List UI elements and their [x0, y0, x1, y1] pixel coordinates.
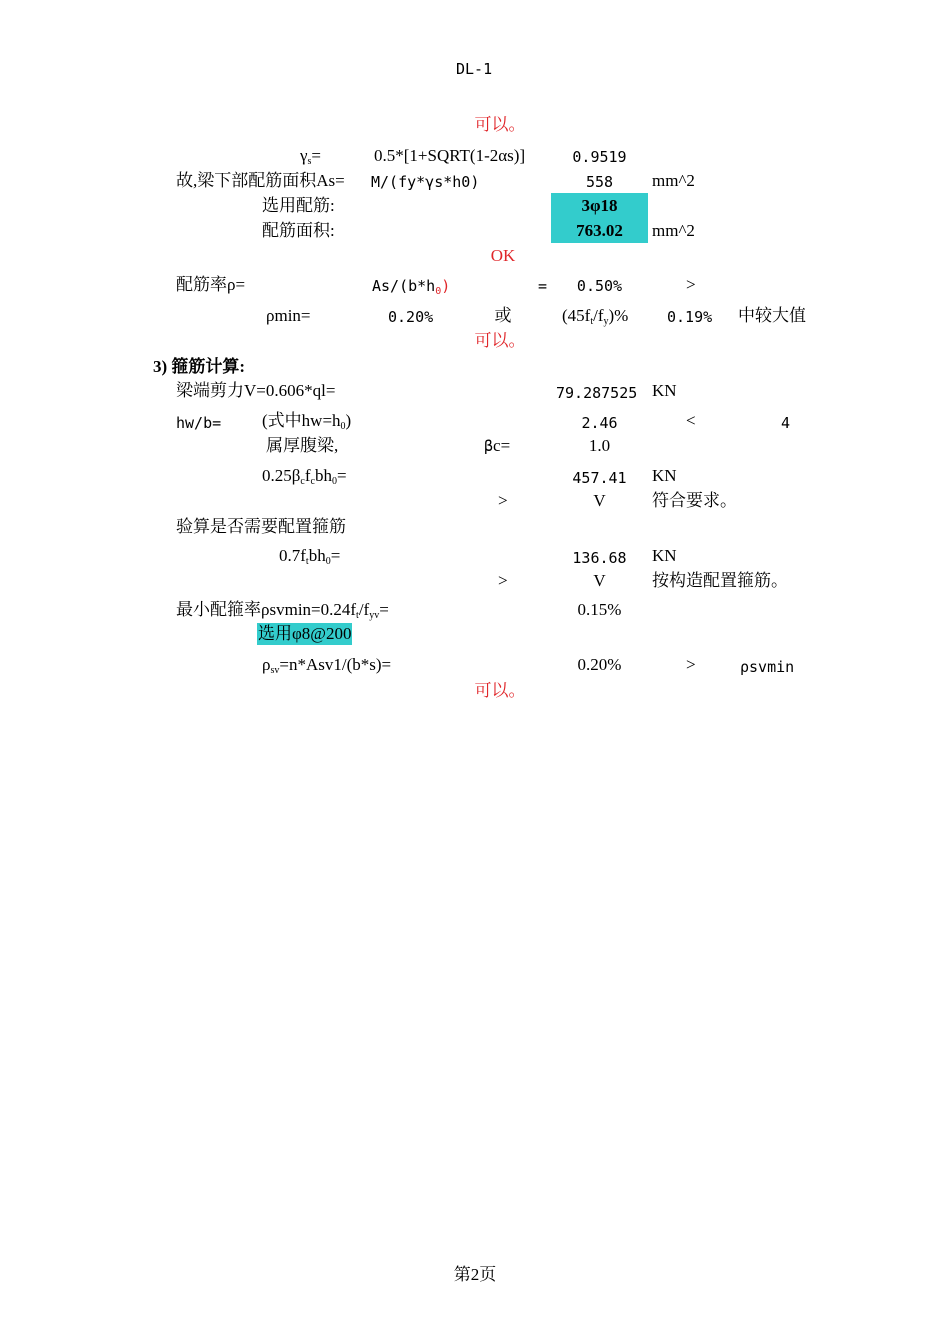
- check-label: 验算是否需要配置箍筋: [176, 517, 346, 536]
- ok-note: 可以。: [474, 331, 526, 350]
- as-required-label: 故,梁下部配筋面积As=: [176, 171, 345, 190]
- capacity-result: 符合要求。: [652, 491, 737, 510]
- hw-b-label: hw/b=: [176, 414, 222, 432]
- thick-web-label: 属厚腹梁,: [266, 436, 339, 455]
- hw-b-compare: <: [686, 411, 696, 430]
- rho-formula: $As/(b*h_0)$: [372, 277, 451, 297]
- rho-min-value-2: 0.19%: [667, 308, 713, 326]
- beta-c-label: βc=: [484, 436, 511, 455]
- concrete-shear-value: 136.68: [572, 549, 627, 567]
- ok-note: 可以。: [474, 115, 526, 134]
- rebar-area-label: 配筋面积:: [262, 221, 335, 240]
- stirrup-select: 选用φ8@200: [258, 624, 352, 643]
- page-title: DL-1: [456, 60, 493, 78]
- rho-label: 配筋率ρ=: [176, 275, 246, 294]
- gamma-s-value: 0.9519: [572, 148, 627, 166]
- rho-sv-value: 0.20%: [577, 655, 622, 674]
- min-stirrup-ratio-label: 最小配箍率$\rho svmin=0.24f_t/f_{yv}=$: [176, 600, 389, 621]
- gamma-s-label: $\gamma_s=$: [300, 146, 322, 167]
- hw-b-limit: 4: [781, 414, 791, 432]
- as-required-formula: M/(fy*γs*h0): [371, 173, 480, 191]
- capacity-label: $0.25\beta_cf_cbh_0=$: [262, 466, 347, 487]
- ok-label: OK: [490, 246, 516, 265]
- concrete-shear-v: V: [593, 571, 606, 590]
- rho-equals: =: [538, 277, 548, 295]
- rho-min-or: 或: [494, 306, 512, 325]
- rho-sv-label: $\rho_{sv}=n*Asv1/(b*s)=$: [262, 655, 392, 676]
- concrete-shear-unit: KN: [652, 546, 677, 565]
- capacity-unit: KN: [652, 466, 677, 485]
- capacity-v: V: [593, 491, 606, 510]
- capacity-compare: >: [498, 491, 508, 510]
- shear-label: 梁端剪力V=0.606*ql=: [176, 381, 336, 400]
- rho-compare: >: [686, 275, 696, 294]
- rho-min-value-1: 0.20%: [388, 308, 434, 326]
- concrete-shear-label: $0.7f_tbh_0=$: [279, 546, 341, 567]
- concrete-shear-compare: >: [498, 571, 508, 590]
- shear-value: 79.287525: [556, 384, 638, 402]
- page-number: 第2页: [453, 1265, 497, 1284]
- capacity-value: 457.41: [572, 469, 627, 487]
- rebar-area-value: 763.02: [576, 221, 623, 240]
- rebar-select-value: 3φ18: [581, 196, 618, 215]
- rebar-area-unit: mm^2: [652, 221, 695, 240]
- ok-note: 可以。: [474, 681, 526, 700]
- rho-min-formula: $(45f_t/f_y)\%$: [562, 306, 629, 327]
- gamma-s-formula: 0.5*[1+SQRT(1-2αs)]: [374, 146, 526, 165]
- concrete-shear-result: 按构造配置箍筋。: [652, 571, 788, 590]
- rho-min-note: 中较大值: [738, 306, 806, 325]
- as-required-unit: mm^2: [652, 171, 695, 190]
- min-stirrup-ratio-value: 0.15%: [577, 600, 622, 619]
- as-required-value: 558: [585, 173, 614, 191]
- beta-c-value: 1.0: [588, 436, 611, 455]
- rebar-select-label: 选用配筋:: [262, 196, 335, 215]
- hw-b-value: 2.46: [581, 414, 618, 432]
- section-heading: 3) 箍筋计算:: [153, 357, 246, 376]
- rho-sv-min: ρsvmin: [740, 658, 795, 676]
- hw-b-note: (式中$hw=h_0$): [262, 411, 352, 432]
- shear-unit: KN: [652, 381, 677, 400]
- rho-value: 0.50%: [576, 277, 623, 295]
- rho-sv-compare: >: [686, 655, 696, 674]
- rho-min-label: ρmin=: [266, 306, 311, 325]
